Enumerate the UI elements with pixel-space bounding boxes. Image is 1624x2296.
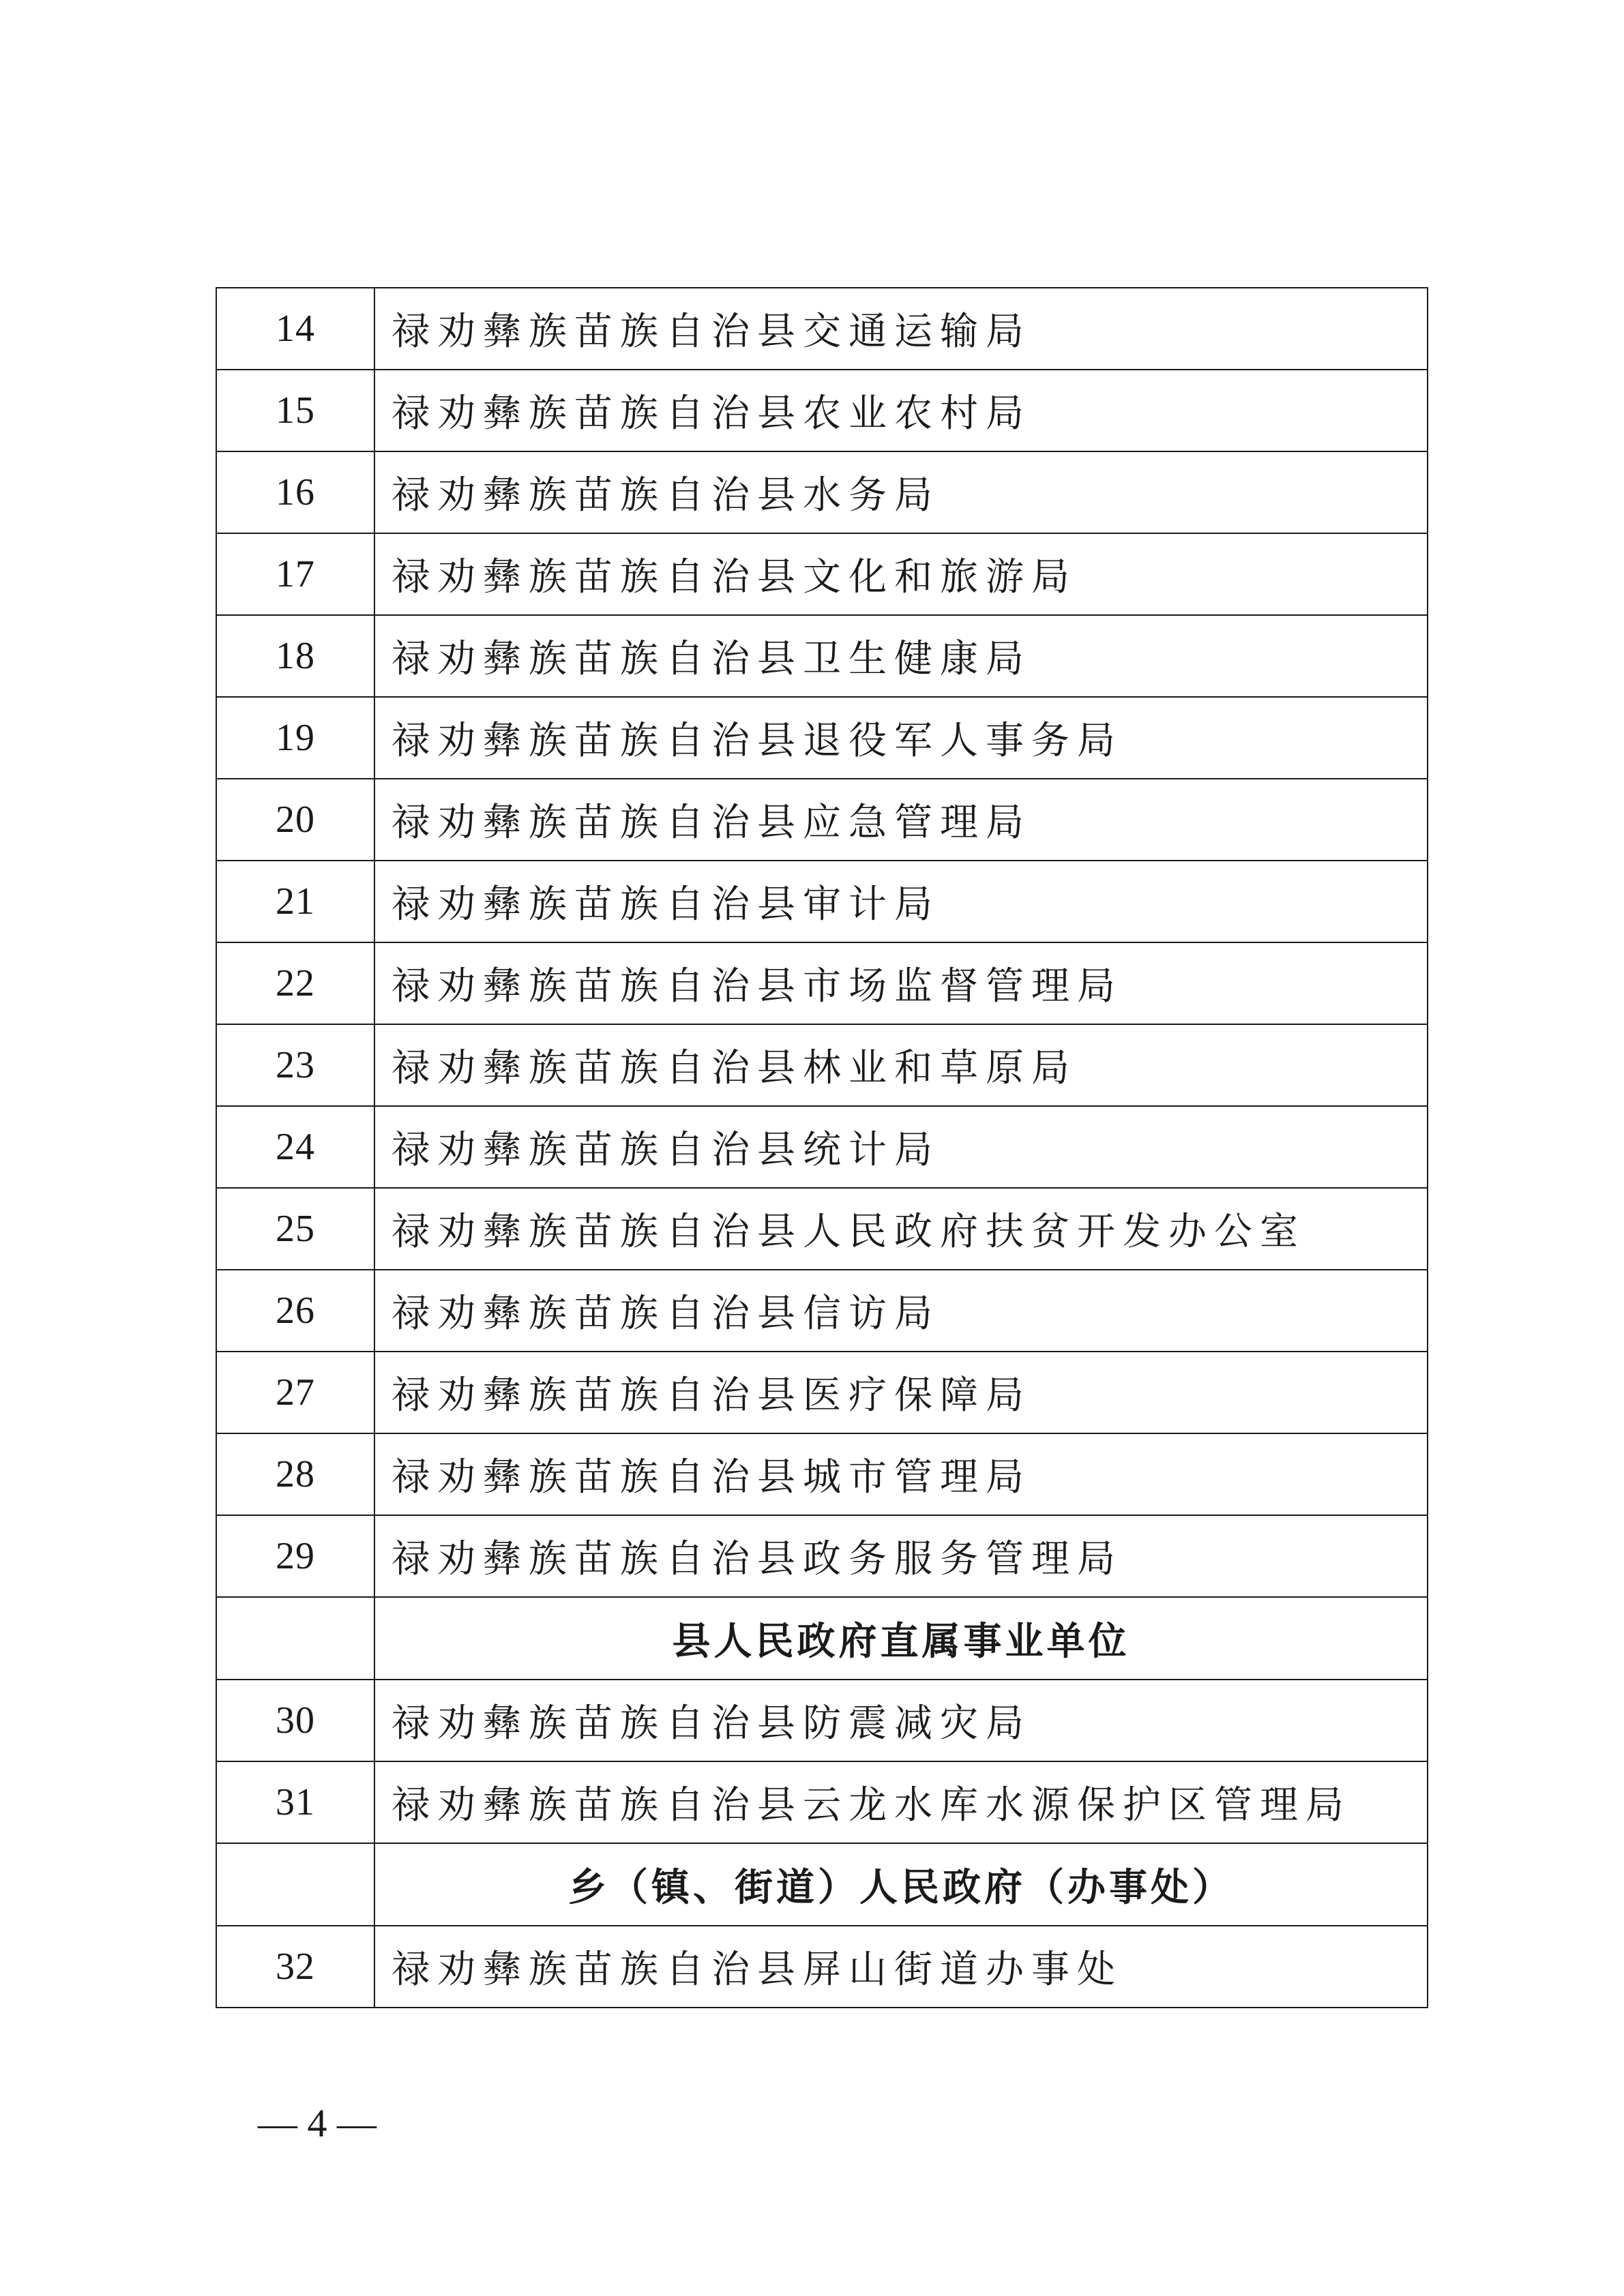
table-body [216, 288, 1428, 2008]
section-title: 乡（镇、街道）人民政府（办事处） [374, 1843, 1428, 1926]
row-number: 14 [216, 288, 374, 370]
table-row [216, 1188, 1428, 1270]
row-number: 31 [216, 1761, 374, 1843]
row-number [216, 1597, 374, 1680]
section-title: 县人民政府直属事业单位 [374, 1597, 1428, 1680]
table-row [216, 615, 1428, 697]
agency-name: 禄劝彝族苗族自治县云龙水库水源保护区管理局 [374, 1761, 1428, 1843]
row-number: 32 [216, 1926, 374, 2008]
table-row [216, 1926, 1428, 2008]
table-row [216, 697, 1428, 779]
section-header-row [216, 1843, 1428, 1926]
table-row [216, 533, 1428, 615]
table-row [216, 288, 1428, 370]
agency-name: 禄劝彝族苗族自治县交通运输局 [374, 288, 1428, 370]
agency-name: 禄劝彝族苗族自治县政务服务管理局 [374, 1515, 1428, 1597]
table-row [216, 1433, 1428, 1515]
row-number: 15 [216, 370, 374, 451]
page-number: — 4 — [258, 2101, 377, 2145]
row-number [216, 1843, 374, 1926]
table-row [216, 942, 1428, 1024]
agency-name: 禄劝彝族苗族自治县屏山街道办事处 [374, 1926, 1428, 2008]
row-number: 17 [216, 533, 374, 615]
agency-name: 禄劝彝族苗族自治县卫生健康局 [374, 615, 1428, 697]
agency-name: 禄劝彝族苗族自治县医疗保障局 [374, 1352, 1428, 1433]
row-number: 27 [216, 1352, 374, 1433]
agency-list-table [216, 287, 1428, 2008]
row-number: 23 [216, 1024, 374, 1106]
row-number: 19 [216, 697, 374, 779]
agency-name: 禄劝彝族苗族自治县水务局 [374, 451, 1428, 533]
agency-name: 禄劝彝族苗族自治县城市管理局 [374, 1433, 1428, 1515]
row-number: 20 [216, 779, 374, 861]
agency-name: 禄劝彝族苗族自治县农业农村局 [374, 370, 1428, 451]
table-row [216, 1515, 1428, 1597]
table-row [216, 1352, 1428, 1433]
section-header-row [216, 1597, 1428, 1680]
row-number: 16 [216, 451, 374, 533]
row-number: 22 [216, 942, 374, 1024]
agency-name: 禄劝彝族苗族自治县文化和旅游局 [374, 533, 1428, 615]
table-row [216, 1270, 1428, 1352]
agency-name: 禄劝彝族苗族自治县审计局 [374, 861, 1428, 942]
row-number: 21 [216, 861, 374, 942]
row-number: 18 [216, 615, 374, 697]
row-number: 28 [216, 1433, 374, 1515]
agency-name: 禄劝彝族苗族自治县人民政府扶贫开发办公室 [374, 1188, 1428, 1270]
agency-name: 禄劝彝族苗族自治县市场监督管理局 [374, 942, 1428, 1024]
agency-name: 禄劝彝族苗族自治县应急管理局 [374, 779, 1428, 861]
table-row [216, 1680, 1428, 1761]
agency-name: 禄劝彝族苗族自治县信访局 [374, 1270, 1428, 1352]
row-number: 26 [216, 1270, 374, 1352]
agency-name: 禄劝彝族苗族自治县统计局 [374, 1106, 1428, 1188]
agency-name: 禄劝彝族苗族自治县退役军人事务局 [374, 697, 1428, 779]
table-row [216, 451, 1428, 533]
table-row [216, 1024, 1428, 1106]
agency-name: 禄劝彝族苗族自治县林业和草原局 [374, 1024, 1428, 1106]
table-row [216, 370, 1428, 451]
table-row [216, 779, 1428, 861]
row-number: 25 [216, 1188, 374, 1270]
row-number: 29 [216, 1515, 374, 1597]
agency-name: 禄劝彝族苗族自治县防震减灾局 [374, 1680, 1428, 1761]
table-row [216, 1761, 1428, 1843]
row-number: 24 [216, 1106, 374, 1188]
row-number: 30 [216, 1680, 374, 1761]
table-row [216, 1106, 1428, 1188]
table-row [216, 861, 1428, 942]
